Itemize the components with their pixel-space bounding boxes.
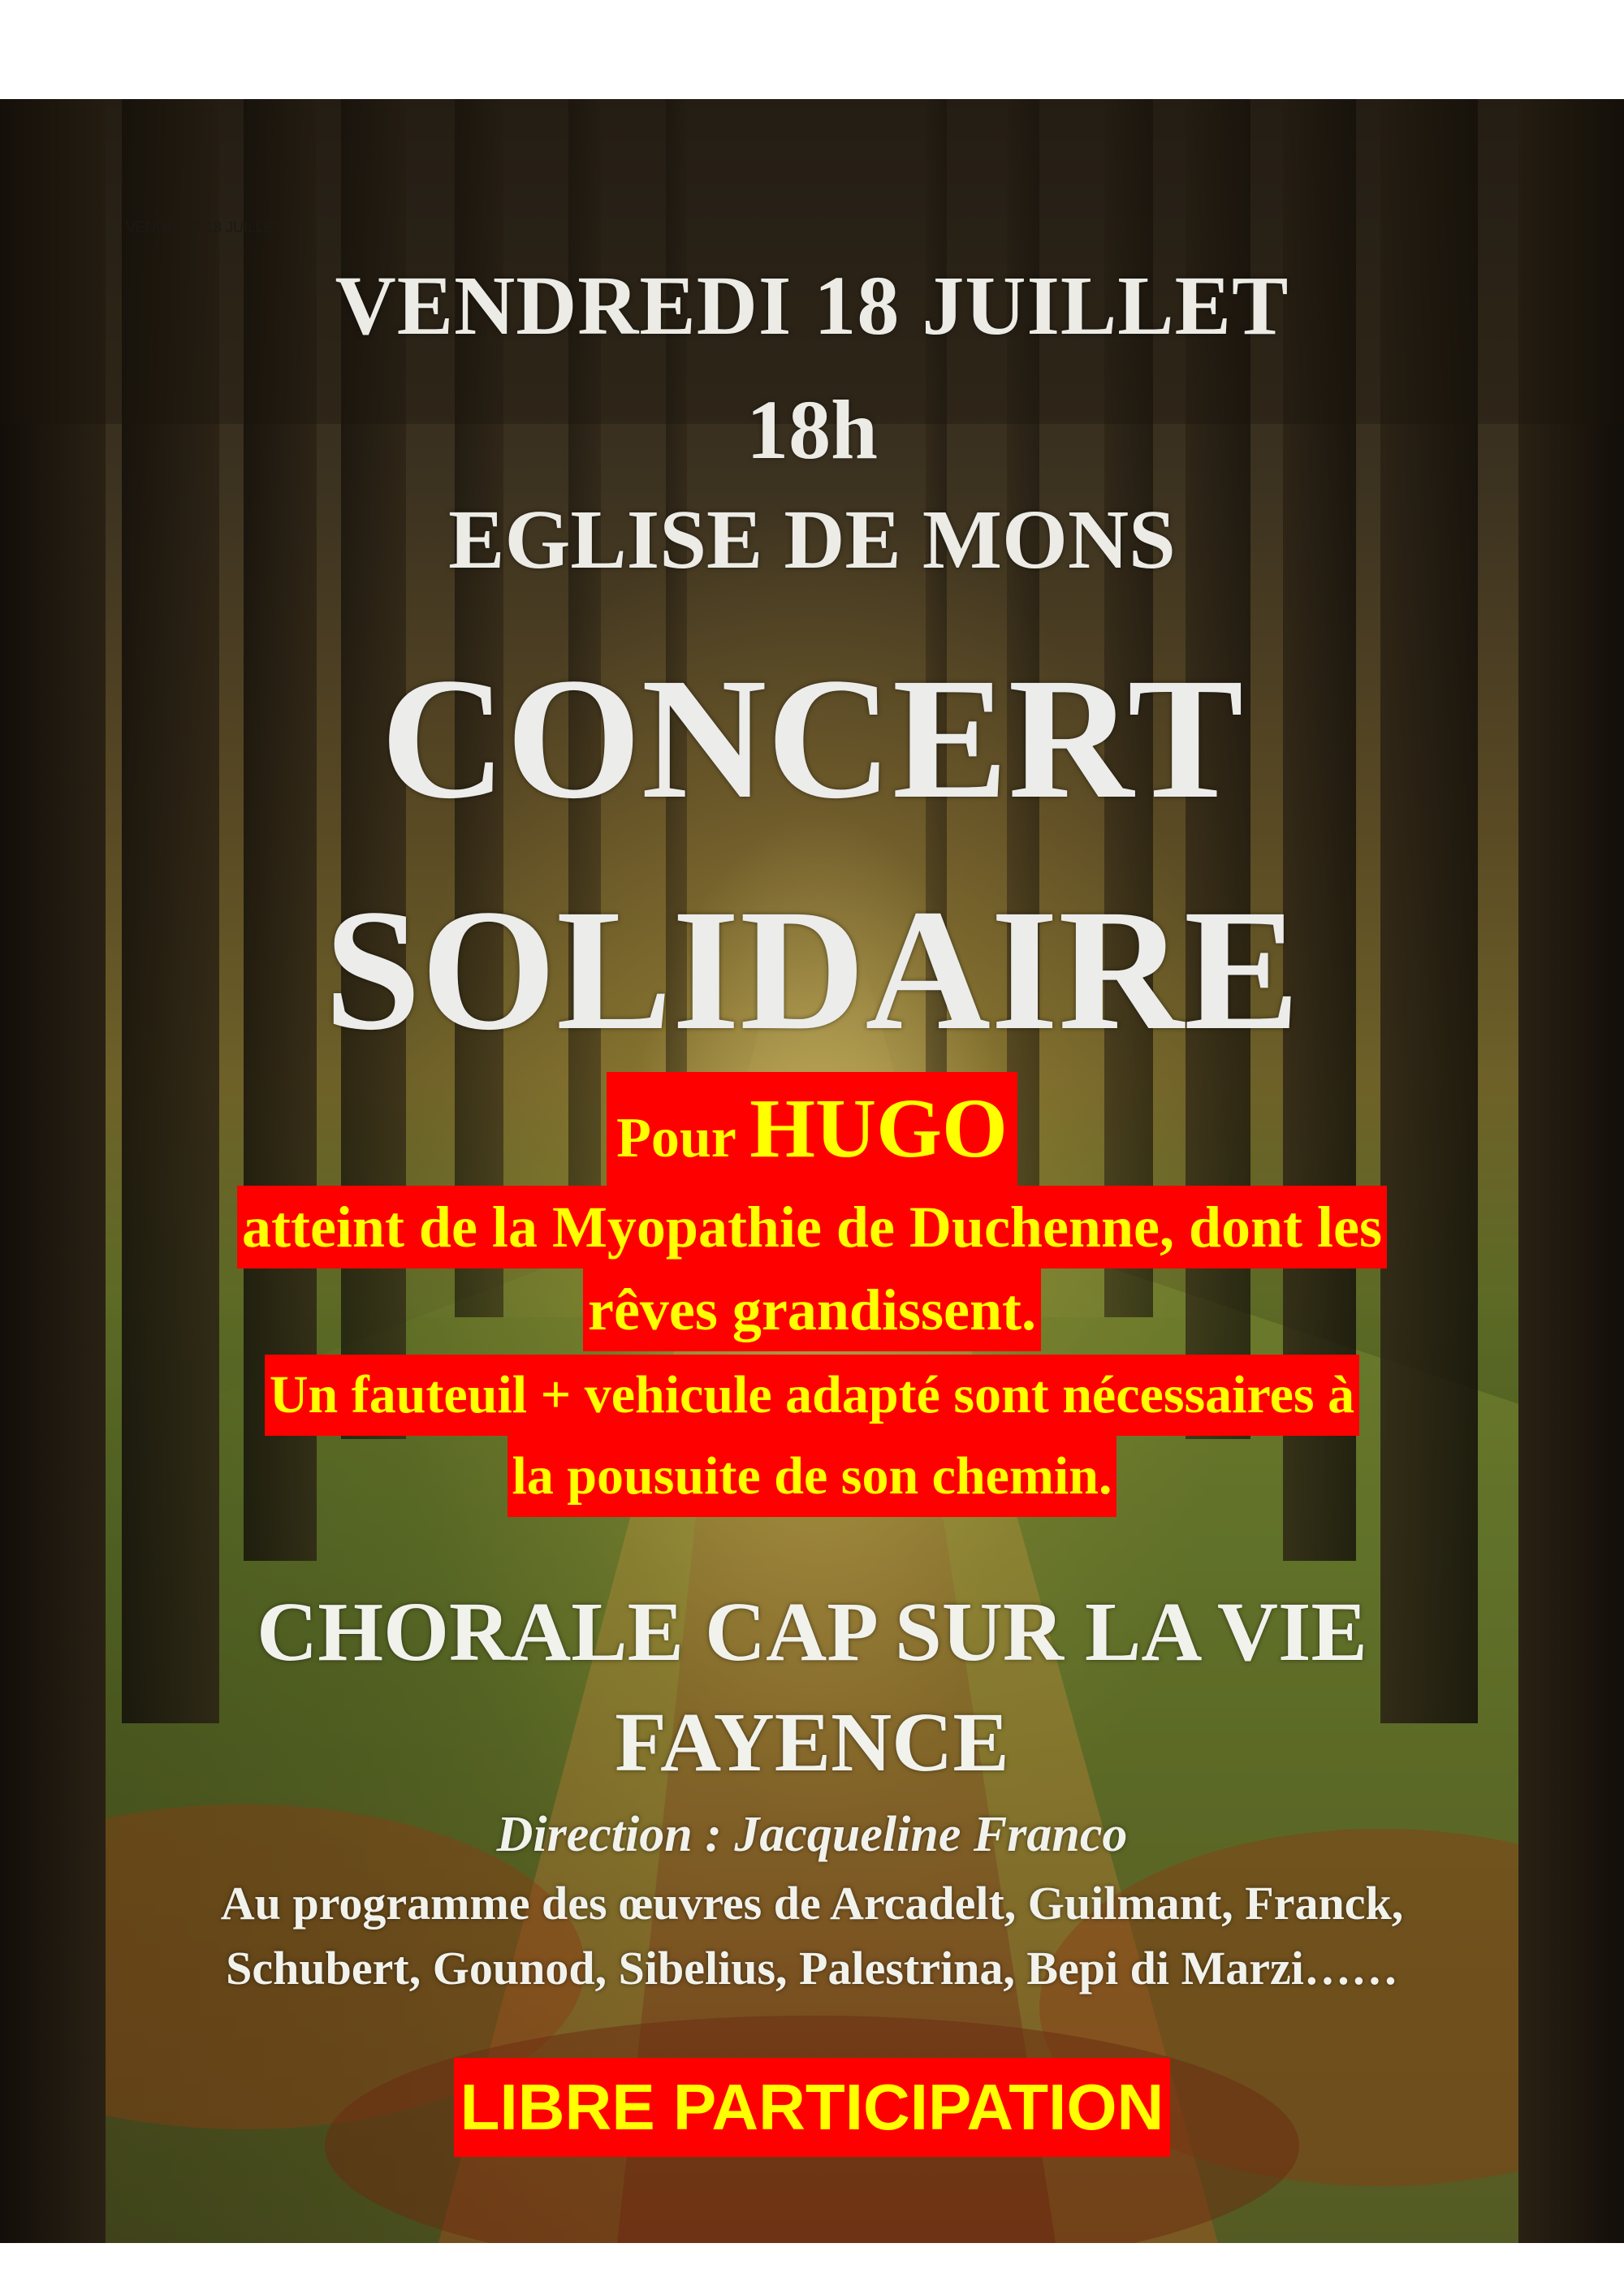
cause-line-1-text: atteint de la Myopathie de Duchenne, dont les	[237, 1186, 1387, 1269]
choir-direction: Direction : Jacqueline Franco	[496, 1807, 1128, 1862]
event-date: VENDREDI 18 JUILLET	[335, 259, 1289, 352]
cause-line-4	[0, 1436, 1624, 1517]
faint-date-label: VENDREDI 18 JUILLET	[126, 219, 283, 236]
title-line-1: CONCERT	[380, 642, 1244, 835]
cause-line-2-text: rêves grandissent.	[583, 1269, 1041, 1351]
cause-line-4-text: la pousuite de son chemin.	[508, 1436, 1117, 1517]
program-line-1: Au programme des œuvres de Arcadelt, Guilmant, Franck,	[220, 1877, 1404, 1930]
pour-text: Pour	[616, 1107, 750, 1169]
cause-line-2	[0, 1269, 1624, 1351]
cause-line-3	[0, 1355, 1624, 1436]
event-time: 18h	[746, 383, 878, 477]
cause-heading-highlight	[607, 1072, 1017, 1186]
participation-banner	[0, 2058, 1624, 2157]
cause-heading	[0, 1072, 1624, 1186]
event-place: EGLISE DE MONS	[448, 493, 1176, 586]
poster	[0, 99, 1624, 2243]
cause-line-3-text: Un fauteuil + vehicule adapté sont nécessaires à	[265, 1355, 1359, 1436]
beneficiary-name: HUGO	[749, 1082, 1008, 1175]
choir-town: FAYENCE	[615, 1696, 1009, 1789]
participation-text: LIBRE PARTICIPATION	[454, 2058, 1171, 2157]
cause-line-1	[0, 1186, 1624, 1269]
choir-name: CHORALE CAP SUR LA VIE	[257, 1585, 1367, 1679]
title-line-2: SOLIDAIRE	[324, 874, 1300, 1066]
program-line-2: Schubert, Gounod, Sibelius, Palestrina, Bepi di Marzi……	[226, 1942, 1398, 1995]
